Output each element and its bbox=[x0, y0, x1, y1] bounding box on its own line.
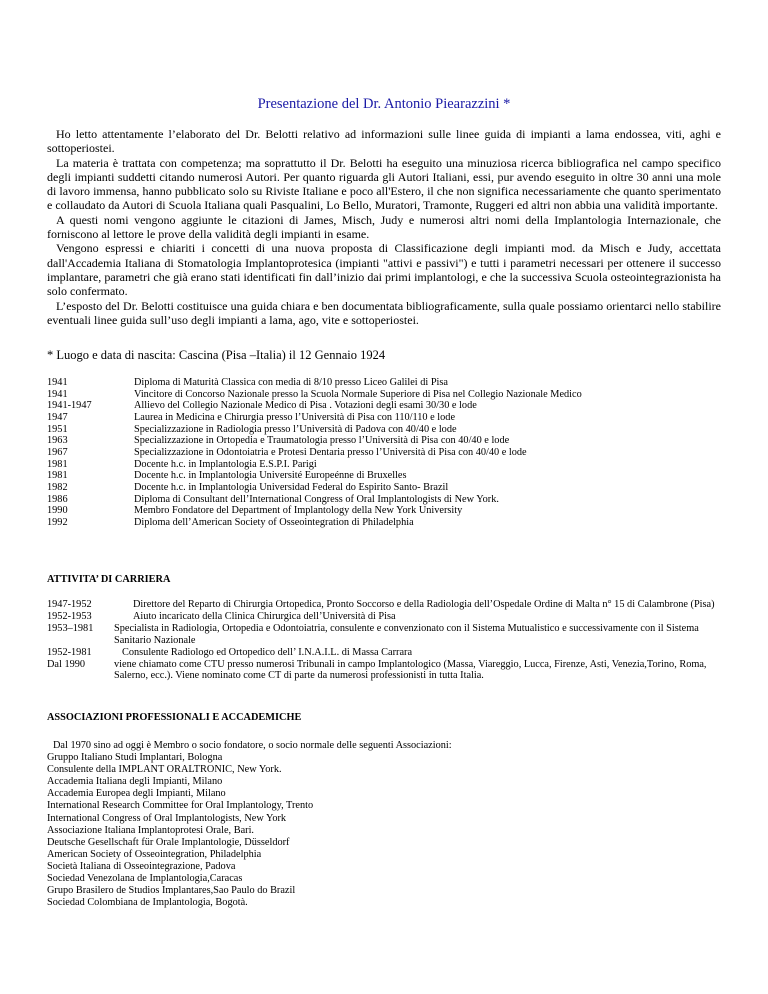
timeline-text: Specializzazione in Ortopedia e Traumatologia presso l’Università di Pisa con 40/40 e lode bbox=[134, 435, 510, 447]
career-text: Direttore del Reparto di Chirurgia Ortopedica, Pronto Soccorso e della Radiologia dell’Ospedale Ordine di Malta n° 15 di Calambrone (Pisa) bbox=[133, 599, 715, 610]
timeline-year: 1941-1947 bbox=[47, 400, 92, 412]
timeline-year: 1981 bbox=[47, 458, 68, 470]
timeline-text: Vincitore di Concorso Nazionale presso la Scuola Normale Superiore di Pisa nel Collegio Nazionale Medico bbox=[134, 388, 582, 400]
timeline-text: Diploma dell’American Society of Osseointegration di Philadelphia bbox=[134, 516, 414, 528]
timeline-year: 1986 bbox=[47, 493, 68, 505]
timeline-row bbox=[47, 505, 737, 517]
association-item: Associazione Italiana Implantoprotesi Orale, Bari. bbox=[47, 824, 255, 836]
timeline-text: Diploma di Maturità Classica con media di 8/10 presso Liceo Galilei di Pisa bbox=[134, 377, 448, 388]
timeline-text: Allievo del Collegio Nazionale Medico di Pisa . Votazioni degli esami 30/30 e lode bbox=[134, 400, 477, 412]
association-item: American Society of Osseointegration, Philadelphia bbox=[47, 848, 262, 860]
timeline-row bbox=[47, 377, 737, 389]
timeline-text: Specializzazione in Odontoiatria e Protesi Dentaria presso l’Università di Pisa con 40/40 e lode bbox=[134, 446, 527, 458]
timeline-text: Docente h.c. in Implantologia Universidad Federal do Espirito Santo- Brazil bbox=[134, 481, 449, 493]
timeline-text: Membro Fondatore del Department of Implantology della New York University bbox=[134, 505, 463, 517]
intro-section bbox=[47, 127, 721, 327]
intro-paragraph: La materia è trattata con competenza; ma soprattutto il Dr. Belotti ha eseguito una minuziosa ricerca bibliografica nel campo specifico degli impianti suddetti citando numerosi Autori. Per quanto riguarda gli Autori Italiani, essi, pur avendo eseguito in oltre 30 anni una mole di lavoro immensa, hanno pubblicato solo su Riviste Italiane e poco all'Estero, il che non significa necessariamente che quanto sperimentato e collaudato da Autori di Scuola Italiana quali Pasqualini, Lo Bello, Muratori, Tramonte, Ruggeri ed altri non abbia una validità importante. bbox=[47, 155, 721, 213]
association-item: Consulente della IMPLANT ORALTRONIC, New York. bbox=[47, 764, 282, 776]
career-text: viene chiamato come CTU presso numerosi Tribunali in campo Implantologico (Massa, Viareggio, Lucca, Firenze, Asti, Venezia,Torino, Roma, Salerno, ecc.). Viene nominato come CT di parte da numerosi professionisti in tutta Italia. bbox=[114, 658, 707, 682]
career-heading: ATTIVITA’ DI CARRIERA bbox=[47, 574, 171, 585]
career-text: Aiuto incaricato della Clinica Chirurgica dell’Università di Pisa bbox=[133, 610, 396, 622]
timeline-year: 1982 bbox=[47, 481, 68, 493]
association-item: Gruppo Italiano Studi Implantari, Bologna bbox=[47, 752, 223, 764]
career-row bbox=[47, 659, 723, 683]
career-text: Consulente Radiologo ed Ortopedico dell’ I.N.A.I.L. di Massa Carrara bbox=[122, 646, 413, 658]
associations-heading: ASSOCIAZIONI PROFESSIONALI E ACCADEMICHE bbox=[47, 712, 302, 723]
career-row bbox=[47, 623, 723, 647]
timeline-row bbox=[47, 412, 737, 424]
association-item: Sociedad Venezolana de Implantologia,Caracas bbox=[47, 873, 243, 885]
career-year: 1953–1981 bbox=[47, 622, 94, 634]
association-item: Deutsche Gesellschaft für Orale Implantologie, Düsseldorf bbox=[47, 836, 290, 848]
career-row bbox=[47, 599, 723, 611]
timeline-year: 1951 bbox=[47, 423, 68, 435]
timeline-row bbox=[47, 459, 737, 471]
timeline-row bbox=[47, 424, 737, 436]
association-item: Sociedad Colombiana de Implantologia, Bogotà. bbox=[47, 897, 248, 909]
intro-paragraph: Ho letto attentamente l’elaborato del Dr. Belotti relativo ad informazioni sulle linee guida di impianti a lama endossea, viti, aghi e sottoperiostei. bbox=[47, 127, 721, 156]
timeline-text: Specializzazione in Radiologia presso l’Università di Padova con 40/40 e lode bbox=[134, 423, 457, 435]
associations-lead: Dal 1970 sino ad oggi è Membro o socio fondatore, o socio normale delle seguenti Associazioni: bbox=[53, 740, 452, 751]
timeline-year: 1967 bbox=[47, 446, 68, 458]
timeline-year: 1990 bbox=[47, 505, 68, 517]
career-year: 1952-1953 bbox=[47, 610, 92, 622]
timeline-row bbox=[47, 389, 737, 401]
timeline-text: Laurea in Medicina e Chirurgia presso l’Università di Pisa con 110/110 e lode bbox=[134, 411, 456, 423]
timeline-row bbox=[47, 447, 737, 459]
timeline-row bbox=[47, 494, 737, 506]
document-title: Presentazione del Dr. Antonio Piearazzini * bbox=[257, 96, 511, 112]
career-year: Dal 1990 bbox=[47, 658, 86, 670]
career-year: 1952-1981 bbox=[47, 646, 92, 658]
timeline-year: 1981 bbox=[47, 470, 68, 482]
association-item: Accademia Europea degli Impianti, Milano bbox=[47, 788, 226, 800]
association-item: Accademia Italiana degli Impianti, Milano bbox=[47, 776, 223, 788]
association-item: Grupo Brasilero de Studios Implantares,Sao Paulo do Brazil bbox=[47, 885, 296, 897]
intro-paragraph: A questi nomi vengono aggiunte le citazioni di James, Misch, Judy e numerosi altri nomi della Implantologia Internazionale, che forniscono al lettore le prove della validità degli impianti in esame. bbox=[47, 212, 721, 242]
intro-paragraph: L’esposto del Dr. Belotti costituisce una guida chiara e ben documentata bibliograficamente, sulla quale possiamo orientarci nello stabilire eventuali linee guida sull’uso degli impianti a lama, ago, vite e sottoperiostei. bbox=[47, 298, 721, 327]
timeline-text: Docente h.c. in Implantologia E.S.P.I. Parigi bbox=[134, 458, 317, 470]
career-year: 1947-1952 bbox=[47, 599, 92, 610]
association-item: Società Italiana di Osseointegrazione, Padova bbox=[47, 860, 236, 872]
timeline-year: 1963 bbox=[47, 435, 68, 447]
timeline-year: 1941 bbox=[47, 377, 68, 388]
career-text: Specialista in Radiologia, Ortopedia e Odontoiatria, consulente e convenzionato con il Sistema Mutualistico e successivamente con il Sistema Sanitario Nazionale bbox=[114, 622, 699, 646]
birth-line: * Luogo e data di nascita: Cascina (Pisa –Italia) il 12 Gennaio 1924 bbox=[47, 348, 386, 362]
education-timeline bbox=[47, 377, 737, 529]
intro-paragraph: Vengono espressi e chiariti i concetti di una nuova proposta di Classificazione degli impianti mod. da Misch e Judy, accettata dall'Accademia Italiana di Stomatologia Implantoprotesica (impianti "attivi e passivi") e tutti i parametri necessari per ottenere il successo implantare, parametri che già erano stati identificati fin dall’inizio dai primi implantologi, e che la successiva Scuola osteointegrazionista ha solo confermato. bbox=[47, 241, 721, 299]
career-row bbox=[47, 611, 723, 623]
career-row bbox=[47, 647, 723, 659]
timeline-text: Diploma di Consultant dell’International Congress of Oral Implantologists di New York. bbox=[134, 493, 499, 505]
timeline-text: Docente h.c. in Implantologia Université Europeénne di Bruxelles bbox=[134, 470, 407, 482]
timeline-year: 1941 bbox=[47, 388, 68, 400]
association-item: International Congress of Oral Implantologists, New York bbox=[47, 812, 287, 824]
timeline-year: 1992 bbox=[47, 516, 68, 528]
timeline-row bbox=[47, 482, 737, 494]
association-item: International Research Committee for Oral Implantology, Trento bbox=[47, 800, 314, 812]
timeline-row bbox=[47, 400, 737, 412]
timeline-row bbox=[47, 435, 737, 447]
timeline-row bbox=[47, 517, 737, 529]
associations-section bbox=[47, 740, 737, 909]
career-section bbox=[47, 599, 723, 682]
timeline-year: 1947 bbox=[47, 411, 68, 423]
timeline-row bbox=[47, 470, 737, 482]
